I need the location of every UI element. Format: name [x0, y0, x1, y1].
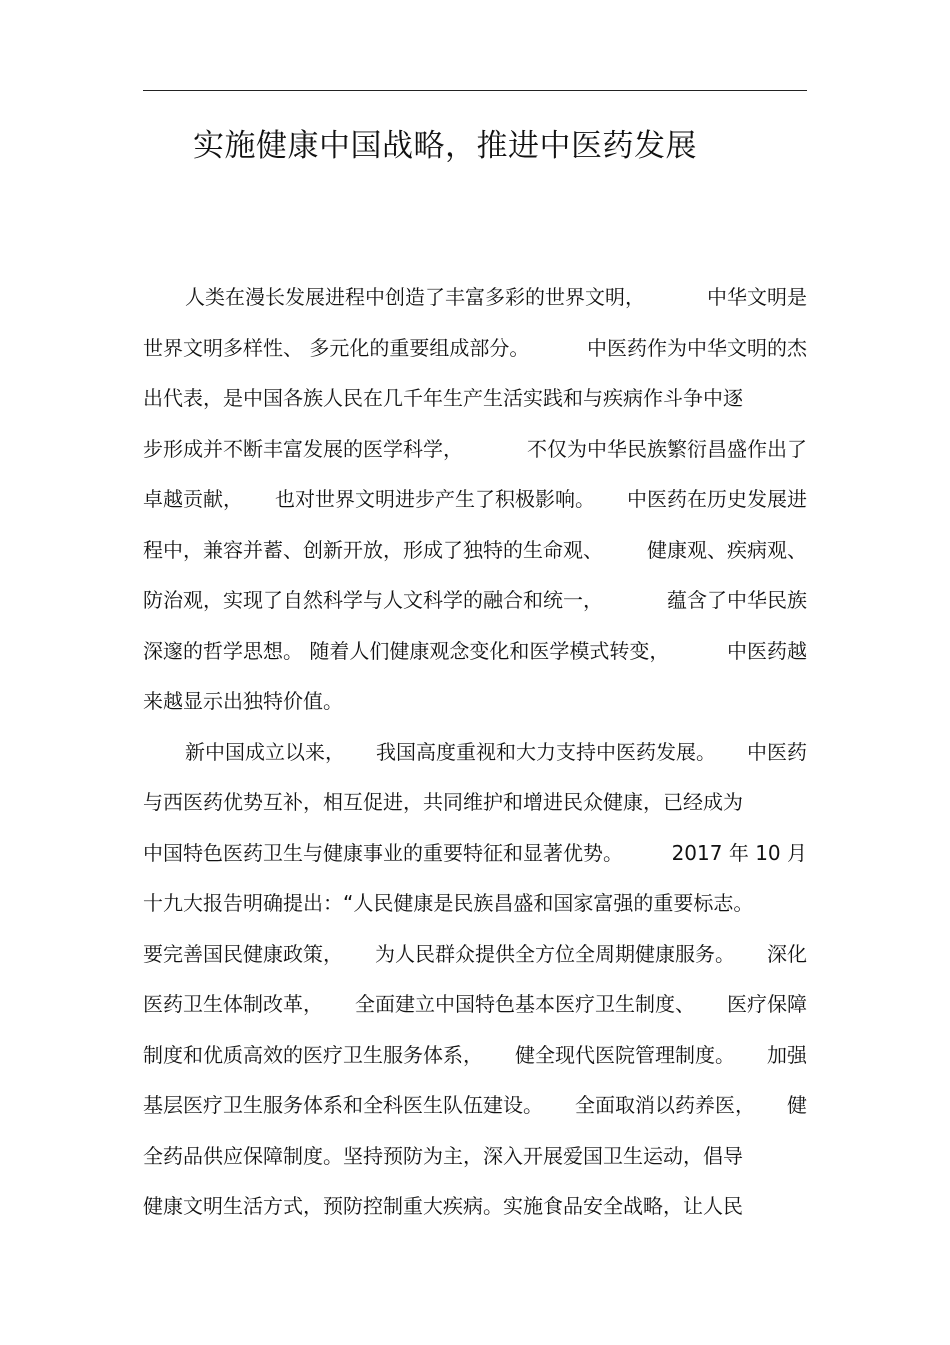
- text-segment: 全面取消以药养医，: [575, 1093, 755, 1118]
- body-line: [143, 626, 807, 677]
- text-segment: 步形成并不断丰富发展的医学科学，: [143, 436, 463, 461]
- body-line: [143, 575, 807, 626]
- text-segment: 来越显示出独特价值。: [143, 689, 343, 714]
- text-segment: 也对世界文明进步产生了积极影响。: [275, 487, 595, 512]
- text-segment: 防治观，实现了自然科学与人文科学的融合和统一，: [143, 588, 603, 613]
- text-segment: 与西医药优势互补，相互促进，共同维护和增进民众健康，已经成为: [143, 790, 743, 815]
- text-segment: 中医药越: [727, 638, 807, 663]
- document-title: 实施健康中国战略，推进中医药发展: [193, 128, 697, 164]
- text-segment: 要完善国民健康政策，: [143, 941, 343, 966]
- text-segment: 中医药: [747, 739, 807, 764]
- body-line: [143, 676, 807, 727]
- body-line: [143, 1080, 807, 1131]
- body-line: [143, 929, 807, 980]
- body-line: [143, 424, 807, 475]
- body-line: [143, 525, 807, 576]
- text-segment: 世界文明多样性、 多元化的重要组成部分。: [143, 335, 530, 360]
- text-segment: 健康观、疾病观、: [647, 537, 807, 562]
- body-line: [143, 373, 807, 424]
- text-segment: 人类在漫长发展进程中创造了丰富多彩的世界文明，: [185, 285, 645, 310]
- text-segment: 不仅为中华民族繁衍昌盛作出了: [527, 436, 807, 461]
- text-segment: 中医药在历史发展进: [627, 487, 807, 512]
- body-line: [143, 727, 807, 778]
- text-segment: 卓越贡献，: [143, 487, 243, 512]
- text-segment: 制度和优质高效的医疗卫生服务体系，: [143, 1042, 483, 1067]
- text-segment: 全药品供应保障制度。坚持预防为主，深入开展爱国卫生运动，倡导: [143, 1143, 743, 1168]
- text-segment: 2017 年 10 月: [671, 840, 807, 865]
- body-line: [143, 272, 807, 323]
- body-line: [143, 979, 807, 1030]
- text-segment: 基层医疗卫生服务体系和全科医生队伍建设。: [143, 1093, 543, 1118]
- text-segment: 程中，兼容并蓄、创新开放，形成了独特的生命观、: [143, 537, 603, 562]
- text-segment: 医药卫生体制改革，: [143, 992, 323, 1017]
- text-segment: 中国特色医药卫生与健康事业的重要特征和显著优势。: [143, 840, 623, 865]
- body-line: [143, 323, 807, 374]
- header-rule: [143, 90, 807, 91]
- text-segment: 医疗保障: [727, 992, 807, 1017]
- text-segment: 健全现代医院管理制度。: [515, 1042, 735, 1067]
- text-segment: 健: [787, 1093, 807, 1118]
- body-line: [143, 777, 807, 828]
- text-segment: 新中国成立以来，: [185, 739, 345, 764]
- text-segment: 全面建立中国特色基本医疗卫生制度、: [355, 992, 695, 1017]
- text-segment: 加强: [767, 1042, 807, 1067]
- body-line: [143, 474, 807, 525]
- text-segment: 健康文明生活方式，预防控制重大疾病。实施食品安全战略，让人民: [143, 1194, 743, 1219]
- text-segment: 为人民群众提供全方位全周期健康服务。: [375, 941, 735, 966]
- text-segment: 深邃的哲学思想。 随着人们健康观念变化和医学模式转变，: [143, 638, 670, 663]
- body-line: [143, 828, 807, 879]
- body-line: [143, 1181, 807, 1232]
- text-segment: 十九大报告明确提出：“人民健康是民族昌盛和国家富强的重要标志。: [143, 891, 754, 916]
- document-body: [143, 272, 807, 1232]
- text-segment: 蕴含了中华民族: [667, 588, 807, 613]
- text-segment: 出代表，是中国各族人民在几千年生产生活实践和与疾病作斗争中逐: [143, 386, 743, 411]
- body-line: [143, 1131, 807, 1182]
- text-segment: 中华文明是: [707, 285, 807, 310]
- body-line: [143, 1030, 807, 1081]
- body-line: [143, 878, 807, 929]
- text-segment: 中医药作为中华文明的杰: [587, 335, 807, 360]
- text-segment: 我国高度重视和大力支持中医药发展。: [376, 739, 716, 764]
- text-segment: 深化: [767, 941, 807, 966]
